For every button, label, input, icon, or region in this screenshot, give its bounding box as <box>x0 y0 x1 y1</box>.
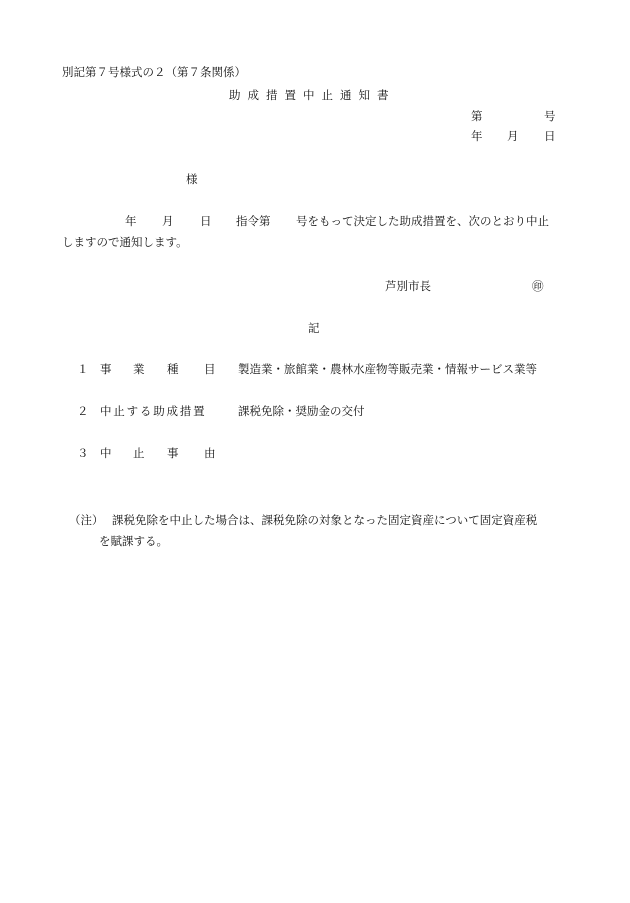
note-heading: （注） <box>69 513 104 527</box>
item-2-number: ２ <box>77 404 89 418</box>
ki-heading: 記 <box>308 321 320 335</box>
item-1-value: 製造業・旅館業・農林水産物等販売業・情報サービス業等 <box>238 362 537 376</box>
sender-name: 芦別市長 <box>385 279 431 293</box>
body-year: 年 <box>125 214 137 228</box>
seal-mark: ㊞ <box>532 279 544 293</box>
item-3-label-char: 由 <box>204 446 216 460</box>
item-3-number: ３ <box>77 446 89 460</box>
date-month: 月 <box>507 129 519 143</box>
item-1-label-char: 業 <box>133 362 145 376</box>
document-title: 助成措置中止通知書 <box>229 88 396 102</box>
number-go: 号 <box>544 109 556 123</box>
addressee-sama: 様 <box>186 172 198 186</box>
item-1-label-char: 目 <box>204 362 216 376</box>
body-day: 日 <box>200 214 212 228</box>
body-text-line2: しますので通知します。 <box>62 235 188 249</box>
number-dai: 第 <box>471 109 483 123</box>
form-reference: 別記第７号様式の２（第７条関係） <box>62 65 246 79</box>
item-3-label-char: 止 <box>133 446 145 460</box>
body-directive-no: 指令第 <box>236 214 271 228</box>
item-2-value: 課税免除・奨励金の交付 <box>238 404 365 418</box>
note-text-line1: 課税免除を中止した場合は、課税免除の対象となった固定資産について固定資産税 <box>112 513 538 527</box>
item-3-label-char: 中 <box>100 446 112 460</box>
date-year: 年 <box>471 129 483 143</box>
item-1-label-char: 種 <box>167 362 179 376</box>
item-1-label-char: 事 <box>100 362 112 376</box>
body-text-line1: 号をもって決定した助成措置を、次のとおり中止 <box>296 214 549 228</box>
body-month: 月 <box>162 214 174 228</box>
item-2-label: 中止する助成措置 <box>100 404 207 418</box>
item-1-number: １ <box>77 362 89 376</box>
note-text-line2: を賦課する。 <box>99 534 168 548</box>
date-day: 日 <box>544 129 556 143</box>
item-3-label-char: 事 <box>167 446 179 460</box>
